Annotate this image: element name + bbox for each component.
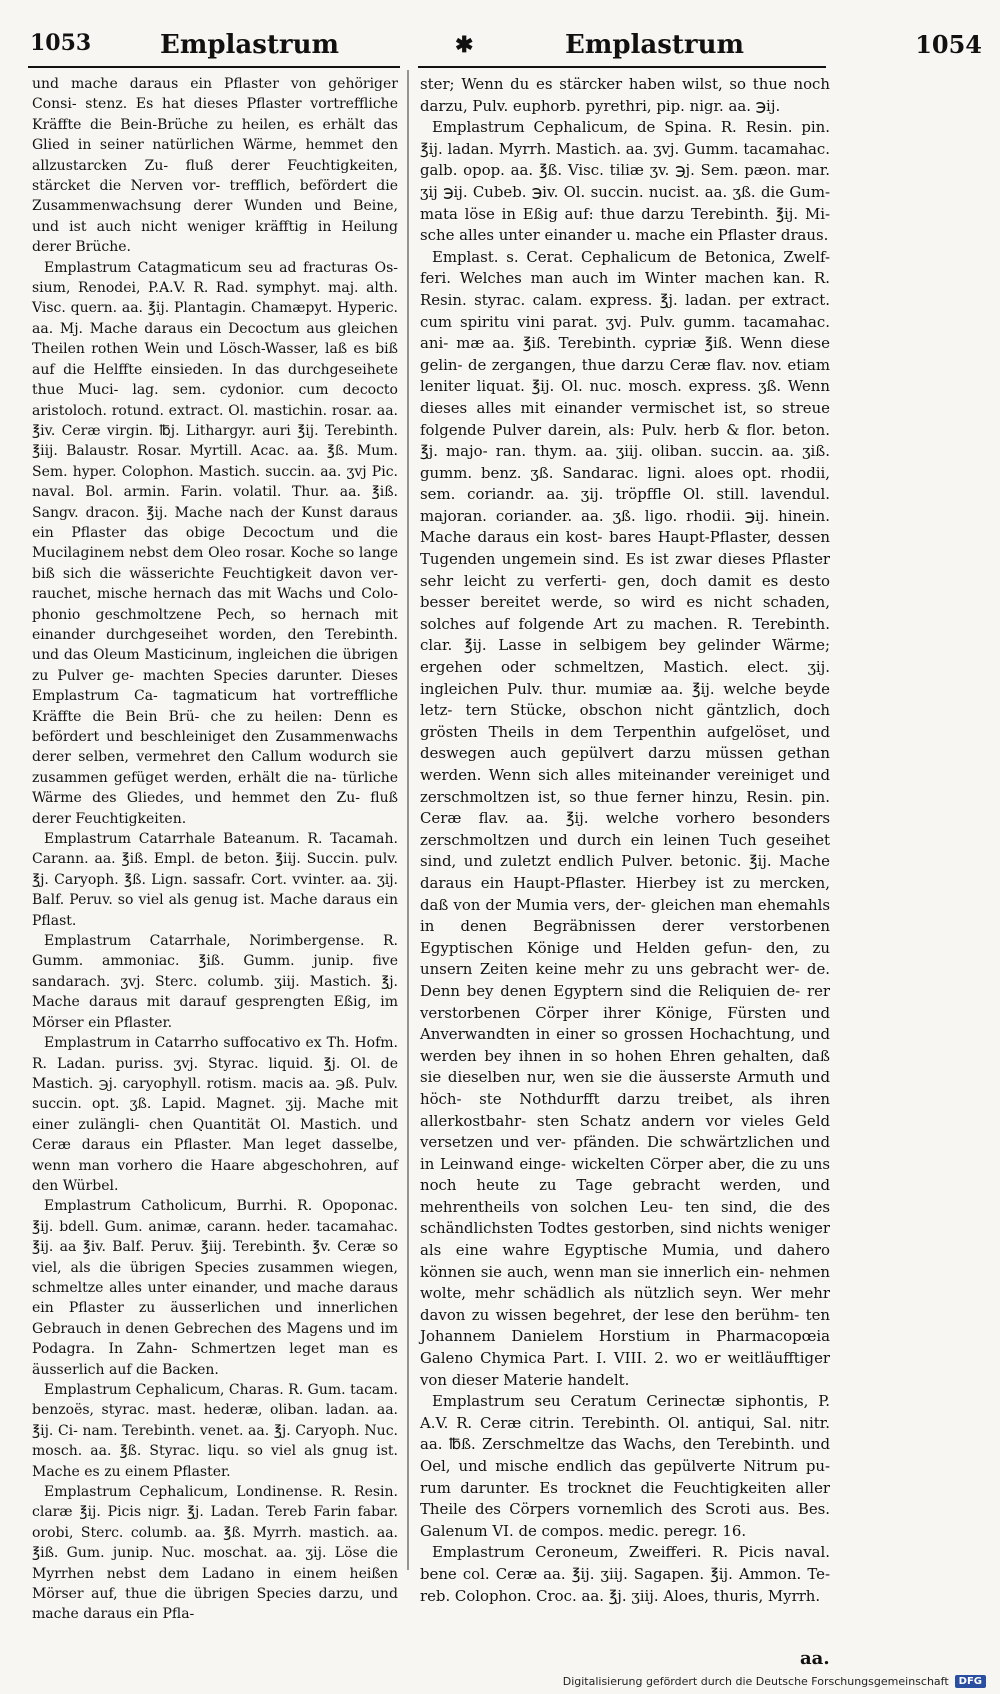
- page-number-left: 1053: [30, 30, 92, 56]
- entry-cephalicum-londinense: Emplastrum Cephalicum, Londinense. R. Resin. claræ ℥ij. Picis nigr. ℥j. Ladan. Tereb Farin fabar. orobi, Sterc. columb. aa. ℥ß. Myrrh. mastich. aa. ℥iß. Gum. junip. Nuc. moschat. aa. ʒij. Löse die Myrrhen nebst dem Ladano in einem heißen Mörser auf, thue die übrigen Species darzu, und mache daraus ein Pfla-: [32, 1484, 398, 1623]
- catchword: aa.: [800, 1648, 830, 1669]
- paragraph: ster; Wenn du es stärcker haben wilst, so thue noch darzu, Pulv. euphorb. pyrethri, pip. nigr. aa. ℈ij.: [420, 75, 830, 115]
- header-rule-right: [418, 66, 826, 68]
- dfg-logo-icon: DFG: [955, 1675, 986, 1688]
- entry-ceratum-cerinectae: Emplastrum seu Ceratum Cerinectæ siphontis, P. A.V. R. Ceræ citrin. Terebinth. Ol. antiqui, Sal. nitr. aa. ℔ß. Zerschmeltze das Wachs, den Terebinth. und Oel, und mische endlich das gepülverte Nitrum pu- rum darunter. Es trocknet die Feuchtigkeiten aller Theile des Cörpers vornemlich des Scroti aus. Bes. Galenum VI. de compos. medic. peregr. 16.: [420, 1392, 830, 1540]
- entry-catarrhale-bateanum: Emplastrum Catarrhale Bateanum. R. Tacamah. Carann. aa. ℥iß. Empl. de beton. ℥iij. Succin. pulv. ℥j. Caryoph. ℥ß. Lign. sassafr. Cort. vvinter. aa. ʒij. Balf. Peruv. so viel als genug ist. Mache daraus ein Pflast.: [32, 831, 398, 929]
- header-rule-left: [28, 66, 400, 68]
- entry-cerat-cephalicum-betonica: Emplast. s. Cerat. Cephalicum de Betonica, Zwelf- feri. Welches man auch im Winter machen kan. R. Resin. styrac. calam. express. ℥j. ladan. per extract. cum spiritu vini parat. ʒvj. Pulv. gumm. tacamahac. ani- mæ aa. ℥iß. Terebinth. cypriæ ℥iß. Wenn diese gelin- de zergangen, thue darzu Ceræ flav. nov. etiam leniter liquat. ℥ij. Ol. nuc. mosch. express. ʒß. Wenn dieses alles mit einander vermischet ist, so streue folgende Pulver darein, als: Pulv. herb & flor. beton. ℥j. majo- ran. thym. aa. ʒiij. oliban. succin. aa. ʒiß. gumm. benz. ʒß. Sandarac. ligni. aloes opt. rhodii, sem. coriandr. aa. ʒij. tröpffle Ol. still. lavendul. majoran. coriander. aa. ʒß. ligo. rhodii. ℈ij. hinein. Mache daraus ein kost- bares Haupt-Pflaster, dessen Tugenden ungemein sind. Es ist zwar dieses Pflaster sehr leicht zu verferti- gen, doch damit es desto besser bereitet werde, so wird es nicht schaden, solches auf folgende Art zu machen. R. Terebinth. clar. ℥ij. Lasse in selbigem bey gelinder Wärme; ergehen oder schmeltzen, Mastich. elect. ʒij. ingleichen Pulv. thur. mumiæ aa. ℥ij. welche beyde letz- tern Stücke, obschon nicht gäntzlich, doch grösten Theils in dem Terpenthin aufgelöset, und deswegen auch gepülvert darzu müssen gethan werden. Wenn sich alles miteinander vereiniget und zerschmoltzen ist, so thue ferner hinzu, Resin. pin. Ceræ flav. aa. ℥ij. welche vorhero besonders zerschmoltzen und durch ein leinen Tuch geseihet sind, und zuletzt endlich Pulver. betonic. ℥ij. Mache daraus ein Haupt-Pflaster. Hierbey ist zu mercken, daß von der Mumia vers, der- gleichen man ehemahls in denen Begräbnissen derer verstorbenen Egyptischen Könige und Helden gefun- den, zu unsern Zeiten keine mehr zu uns gebracht wer- de. Denn bey denen Egyptern sind die Reliquien de- rer verstorbenen Cörper ihrer Könige, Fürsten und Anverwandten in einer so grossen Hochachtung, und werden bey ihnen in so hohen Ehren gehalten, daß sie dieselben nur, wen sie die äusserste Armuth und höch- ste Nothdurfft darzu treibet, als ihren allerkostbahr- sten Schatz andern vor vieles Geld versetzen und ver- pfänden. Die schwärtzlichen und in Leinwand einge- wickelten Cörper aber, die zu uns noch heute zu Tage gebracht werden, und mehrentheils von solchen Leu- ten sind, die des schändlichsten Todtes gestorben, sind nichts weniger als eine wahre Egyptische Mumia, und dahero können sie auch, wenn man sie innerlich ein- nehmen wolte, mehr schädlich als nützlich seyn. Wer mehr davon zu wissen begehret, der lese den berühm- ten Johannem Danielem Horstium in Pharmacopœia Galeno Chymica Part. I. VIII. 2. wo er weitläufftiger von dieser Materie handelt.: [420, 247, 830, 1389]
- entry-catholicum: Emplastrum Catholicum, Burrhi. R. Opoponac. ℥ij. bdell. Gum. animæ, carann. heder. tacamahac. ℥ij. aa ℥iv. Balf. Peruv. ℥iij. Terebinth. ℥v. Ceræ so viel, als die übrigen Species zusammen wiegen, schmeltze alles unter einander, und mache daraus ein Pflaster zu äusserlichen und innerlichen Gebrauch in denen Gebrechen des Magens und im Podagra. In Zahn- Schmertzen leget man es äusserlich auf die Backen.: [32, 1198, 398, 1378]
- ornament-icon: ✱: [455, 32, 474, 58]
- entry-catagmaticum: Emplastrum Catagmaticum seu ad fracturas Os- sium, Renodei, P.A.V. R. Rad. symphyt. maj. alth. Visc. quern. aa. ℥ij. Plantagin. Chamæpyt. Hyperic. aa. Mj. Mache daraus ein Decoctum aus gleichen Theilen rothen Wein und Lösch-Wasser, laß es biß auf die Helffte einsieden. In das durchgeseihete thue Muci- lag. sem. cydonior. cum decocto aristoloch. rotund. extract. Ol. mastichin. rosar. aa. ℥iv. Ceræ virgin. ℔j. Lithargyr. auri ℥ij. Terebinth. ℥iij. Balaustr. Rosar. Myrtill. Acac. aa. ℥ß. Mum. Sem. hyper. Colophon. Mastich. succin. aa. ʒvj Pic. naval. Bol. armin. Farin. volatil. Thur. aa. ℥iß. Sangv. dracon. ℥ij. Mache nach der Kunst daraus ein Pflaster das obige Decoctum und die Mucilaginem nebst dem Oleo rosar. Koche so lange biß sich die wässerichte Feuchtigkeit davon ver- rauchet, mische hernach das mit Wachs und Colo- phonio geschmoltzene Pech, so hernach mit einander durchgeseihet worden, den Terebinth. und das Oleum Masticinum, ingleichen die übrigen zu Pulver ge- machten Species darunter. Dieses Emplastrum Ca- tagmaticum hat vortreffliche Kräffte die Bein Brü- che zu heilen: Denn es befördert und beschleiniget den Zusammenwachs derer selben, vermehret den Callum wodurch sie zusammen gefüget werden, erhält die na- türliche Wärme des Gliedes, und hemmet den Zu- fluß derer Feuchtigkeiten.: [32, 259, 398, 827]
- entry-cephalicum-charas: Emplastrum Cephalicum, Charas. R. Gum. tacam. benzoës, styrac. mast. hederæ, oliban. ladan. aa. ℥ij. Ci- nam. Terebinth. venet. aa. ℥j. Caryoph. Nuc. mosch. aa. ℥ß. Styrac. liqu. so viel als gnug ist. Mache es zu einem Pflaster.: [32, 1382, 398, 1480]
- running-head-right: Emplastrum: [565, 30, 744, 60]
- column-divider: [407, 70, 409, 1570]
- footer-text: Digitalisierung gefördert durch die Deutsche Forschungsgemeinschaft: [562, 1675, 949, 1688]
- running-head-left: Emplastrum: [160, 30, 339, 60]
- entry-catarrhale-norimbergense: Emplastrum Catarrhale, Norimbergense. R. Gumm. ammoniac. ℥iß. Gumm. junip. five sandarach. ʒvj. Sterc. columb. ʒiij. Mastich. ℥j. Mache daraus mit darauf gesprengten Eßig, im Mörser ein Pflaster.: [32, 933, 398, 1031]
- entry-ceroneum: Emplastrum Ceroneum, Zweifferi. R. Picis naval. bene col. Ceræ aa. ℥ij. ʒiij. Sagapen. ℥ij. Ammon. Te- reb. Colophon. Croc. aa. ℥j. ʒiij. Aloes, thuris, Myrrh.: [420, 1543, 830, 1605]
- paragraph: und mache daraus ein Pflaster von gehöriger Consi- stenz. Es hat dieses Pflaster vortreffliche Kräffte die Bein-Brüche zu heilen, es erhält das Glied in seiner natürlichen Wärme, hemmet den allzustarcken Zu- fluß derer Feuchtigkeiten, stärcket die Nerven vor- trefflich, befördert die Zusammenwachsung derer Wunden und Beine, und ist auch nicht weniger kräfftig in Heilung derer Brüche.: [32, 76, 398, 256]
- entry-catarrho-suffocativo: Emplastrum in Catarrho suffocativo ex Th. Hofm. R. Ladan. puriss. ʒvj. Styrac. liquid. ℥j. Ol. de Mastich. ℈j. caryophyll. rotism. macis aa. ℈ß. Pulv. succin. opt. ʒß. Lapid. Magnet. ʒij. Mache mit einer zulängli- chen Quantität Ol. Mastich. und Ceræ daraus ein Pflaster. Man leget dasselbe, wenn man vorhero die Haare abgeschohren, auf den Würbel.: [32, 1035, 398, 1194]
- digitization-footer: [563, 1675, 986, 1688]
- entry-cephalicum-de-spina: Emplastrum Cephalicum, de Spina. R. Resin. pin. ℥ij. ladan. Myrrh. Mastich. aa. ʒvj. Gumm. tacamahac. galb. opop. aa. ℥ß. Visc. tiliæ ʒv. ℈j. Sem. pæon. mar. ʒij ℈ij. Cubeb. ℈iv. Ol. succin. nucist. aa. ʒß. die Gum- mata löse in Eßig auf: thue darzu Terebinth. ℥ij. Mi- sche alles unter einander u. mache ein Pflaster draus.: [420, 118, 830, 245]
- page-number-right: 1054: [915, 30, 982, 59]
- left-column: [32, 74, 398, 1625]
- right-column: [420, 74, 830, 1607]
